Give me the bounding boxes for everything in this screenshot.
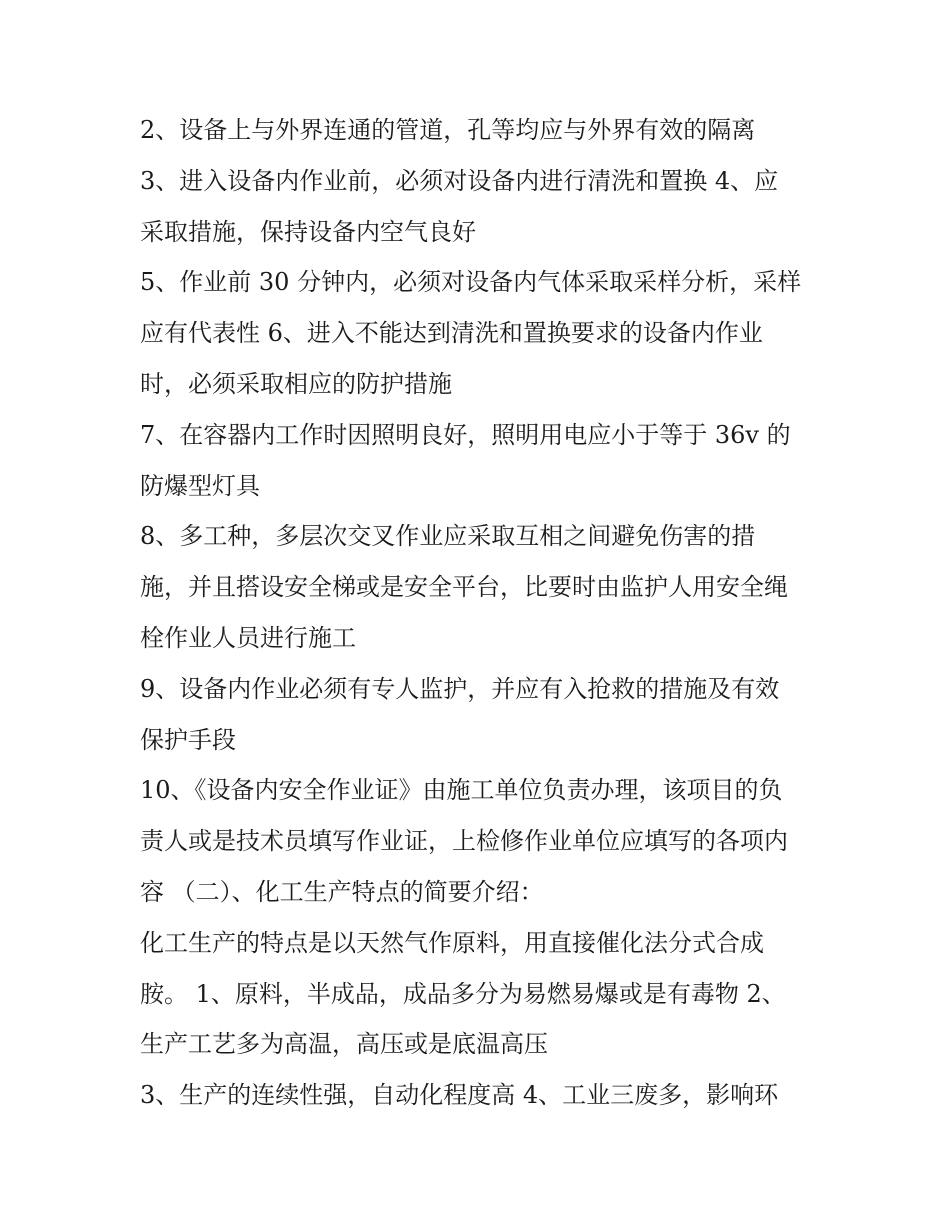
text-line: 3、生产的连续性强，自动化程度高 4、工业三废多，影响环 [140,1081,779,1110]
text-line: 保护手段 [140,725,236,754]
text-line: 胺。 1、原料，半成品，成品多分为易燃易爆或是有毒物 2、 [140,979,786,1008]
text-line: 防爆型灯具 [140,471,260,500]
text-line: 应有代表性 6、进入不能达到清洗和置换要求的设备内作业 [140,319,763,348]
text-line: 施，并且搭设安全梯或是安全平台，比要时由监护人用安全绳 [140,573,788,602]
text-line: 9、设备内作业必须有专人监护，并应有入抢救的措施及有效 [140,674,780,703]
text-line: 栓作业人员进行施工 [140,623,356,652]
text-line: 容 （二）、化工生产特点的简要介绍： [140,877,544,906]
document-body [140,105,820,1121]
text-line: 2、设备上与外界连通的管道，孔等均应与外界有效的隔离 [140,116,756,144]
text-line: 化工生产的特点是以天然气作原料，用直接催化法分式合成 [140,928,764,957]
text-line: 5、作业前 30 分钟内，必须对设备内气体采取采样分析，采样 [140,268,802,297]
text-line: 责人或是技术员填写作业证，上检修作业单位应填写的各项内 [140,827,788,856]
text-line: 8、多工种，多层次交叉作业应采取互相之间避免伤害的措 [140,522,756,551]
text-line: 7、在容器内工作时因照明良好，照明用电应小于等于 36v 的 [140,420,791,449]
text-line: 采取措施，保持设备内空气良好 [140,217,476,246]
text-line: 时，必须采取相应的防护措施 [140,369,452,398]
text-line: 生产工艺多为高温，高压或是底温高压 [140,1030,548,1059]
text-line: 3、进入设备内作业前，必须对设备内进行清洗和置换 4、应 [140,166,779,195]
text-line: 10、《设备内安全作业证》由施工单位负责办理，该项目的负 [140,776,783,805]
